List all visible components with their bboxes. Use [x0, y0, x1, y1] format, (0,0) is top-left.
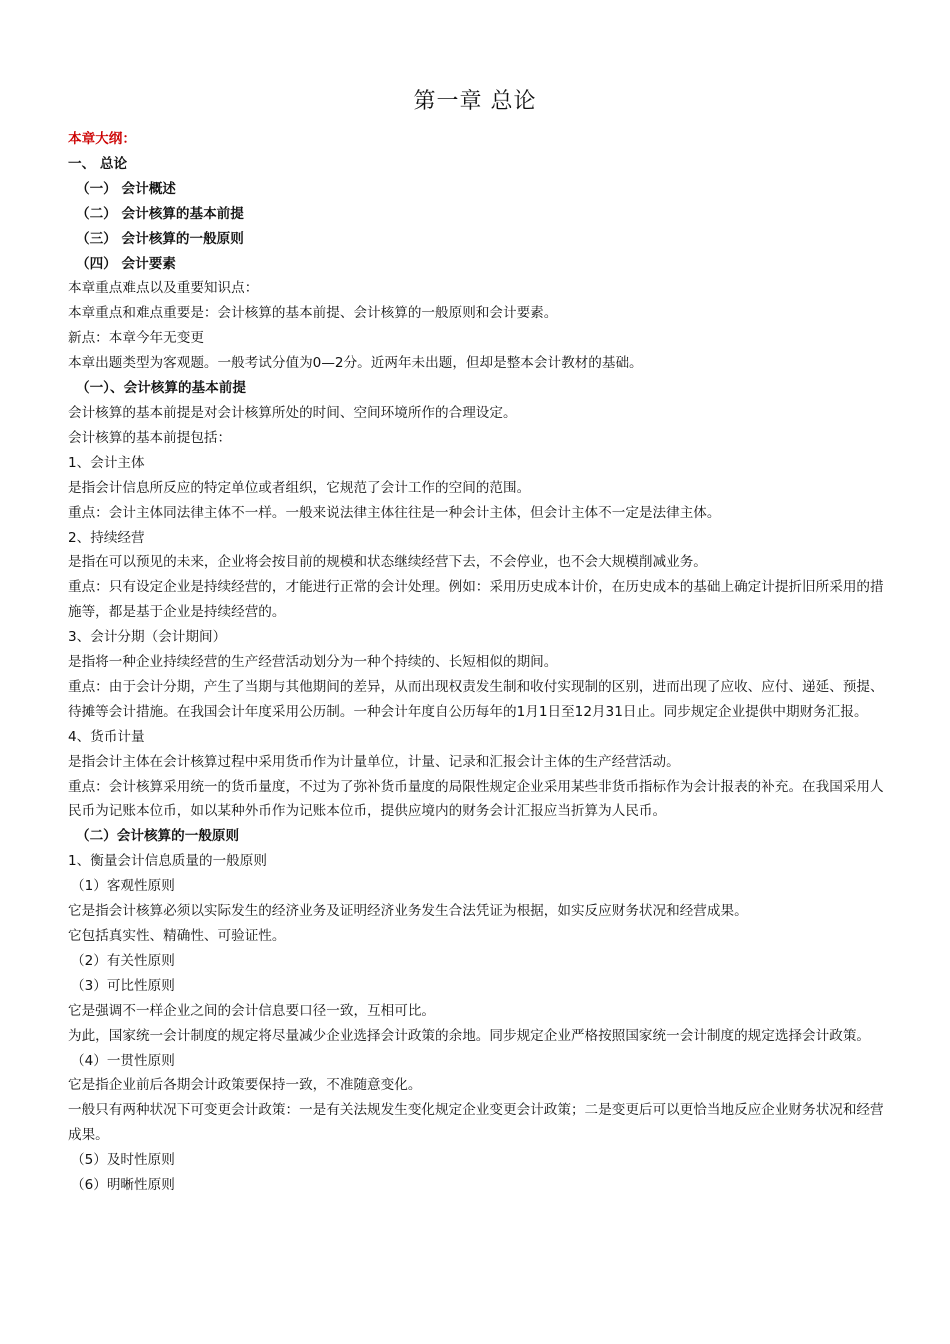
paragraph: 重点：会计主体同法律主体不一样。一般来说法律主体往往是一种会计主体，但会计主体不一定是法律主体。 [68, 504, 721, 521]
principle-heading: （2）有关性原则 [71, 952, 175, 969]
document-body [68, 127, 888, 1198]
principle-heading: （1）客观性原则 [71, 878, 175, 895]
chapter-title: 第一章 总论 [413, 89, 537, 114]
paragraph: 为此，国家统一会计制度的规定将尽量减少企业选择会计政策的余地。同步规定企业严格按照国家统一会计制度的规定选择会计政策。 [68, 1027, 871, 1044]
paragraph: 本章出题类型为客观题。一般考试分值为0—2分。近两年未出题，但却是整本会计教材的基础。 [68, 355, 643, 372]
outline-section-1: 一、 总论 [68, 155, 128, 172]
paragraph: 是指会计信息所反应的特定单位或者组织，它规范了会计工作的空间的范围。 [68, 479, 531, 496]
outline-item-3: （三） 会计核算的一般原则 [76, 230, 244, 247]
paragraph: 它是指会计核算必须以实际发生的经济业务及证明经济业务发生合法凭证为根据，如实反应财务状况和经营成果。 [68, 903, 748, 920]
principle-heading: （5）及时性原则 [71, 1152, 175, 1169]
principle-heading: （6）明晰性原则 [71, 1177, 175, 1194]
paragraph: 会计核算的基本前提是对会计核算所处的时间、空间环境所作的合理设定。 [68, 404, 517, 421]
paragraph: 会计核算的基本前提包括： [68, 429, 232, 446]
paragraph: 是指会计主体在会计核算过程中采用货币作为计量单位，计量、记录和汇报会计主体的生产经营活动。 [68, 753, 680, 770]
paragraph: 是指将一种企业持续经营的生产经营活动划分为一种个持续的、长短相似的期间。 [68, 654, 558, 671]
paragraph: 它包括真实性、精确性、可验证性。 [68, 928, 286, 944]
outline-heading: 本章大纲： [68, 131, 136, 147]
paragraph: 重点：会计核算采用统一的货币量度，不过为了弥补货币量度的局限性规定企业采用某些非货币指标作为会计报表的补充。在我国采用人民币为记账本位币，如以某种外币作为记账本位币，提供应境内的财务会计汇报应当折算为人民币。 [68, 778, 884, 820]
section-heading: （一）、会计核算的基本前提 [76, 380, 246, 397]
list-item-heading: 4、货币计量 [68, 728, 145, 745]
paragraph: 是指在可以预见的未来，企业将会按目前的规模和状态继续经营下去，不会停业，也不会大规模削减业务。 [68, 554, 707, 571]
paragraph: 它是强调不一样企业之间的会计信息要口径一致，互相可比。 [68, 1002, 436, 1019]
paragraph: 本章重点和难点重要是：会计核算的基本前提、会计核算的一般原则和会计要素。 [68, 305, 558, 322]
paragraph: 重点：由于会计分期，产生了当期与其他期间的差异，从而出现权责发生制和收付实现制的区别，进而出现了应收、应付、递延、预提、待摊等会计措施。在我国会计年度采用公历制。一种会计年度自公历每年的1月1日至12月31日止。同步规定企业提供中期财务汇报。 [68, 678, 884, 720]
paragraph: 一般只有两种状况下可变更会计政策：一是有关法规发生变化规定企业变更会计政策；二是变更后可以更恰当地反应企业财务状况和经营成果。 [68, 1102, 884, 1144]
section-heading: （二）会计核算的一般原则 [76, 828, 240, 845]
outline-item-1: （一） 会计概述 [76, 180, 176, 197]
outline-item-2: （二） 会计核算的基本前提 [76, 205, 244, 222]
list-item-heading: 3、会计分期（会计期间） [68, 629, 227, 646]
list-item-heading: 2、持续经营 [68, 529, 145, 546]
list-item-heading: 1、会计主体 [68, 454, 145, 471]
principle-heading: （3）可比性原则 [71, 977, 175, 994]
list-item-heading: 1、衡量会计信息质量的一般原则 [68, 853, 267, 870]
paragraph: 重点：只有设定企业是持续经营的，才能进行正常的会计处理。例如：采用历史成本计价，在历史成本的基础上确定计提折旧所采用的措施等，都是基于企业是持续经营的。 [68, 579, 884, 621]
key-points-heading: 本章重点难点以及重要知识点： [68, 280, 259, 297]
paragraph: 它是指企业前后各期会计政策要保持一致，不准随意变化。 [68, 1077, 422, 1094]
paragraph: 新点：本章今年无变更 [68, 330, 204, 347]
principle-heading: （4）一贯性原则 [71, 1052, 175, 1069]
outline-item-4: （四） 会计要素 [76, 255, 176, 272]
